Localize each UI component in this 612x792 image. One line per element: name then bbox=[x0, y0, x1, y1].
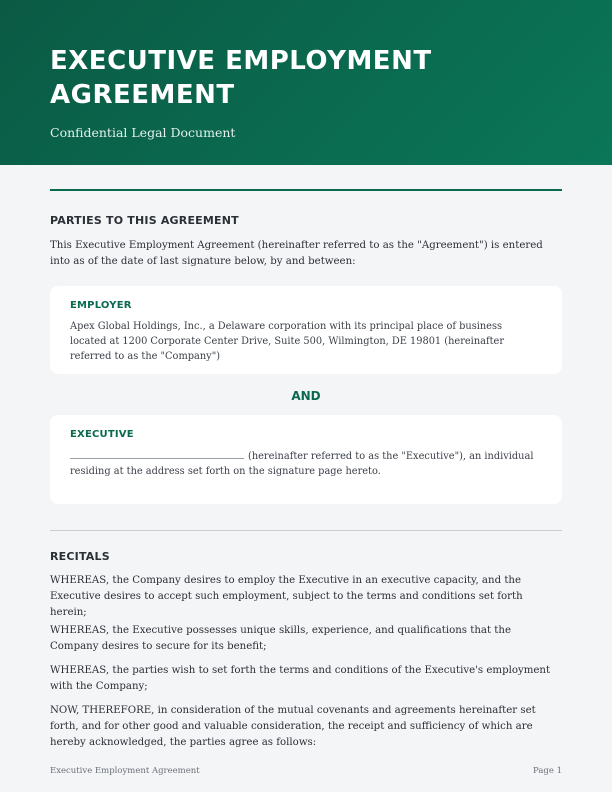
employer-label: EMPLOYER bbox=[70, 300, 132, 311]
footer-page-number: Page 1 bbox=[533, 766, 562, 776]
recital-paragraph-1: WHEREAS, the Company desires to employ the Executive in an executive capacity, and the Executive desires to accept such employment, subject to the terms and conditions set forth herein; bbox=[50, 575, 523, 618]
executive-card bbox=[50, 415, 562, 504]
document-title: EXECUTIVE EMPLOYMENT AGREEMENT bbox=[50, 46, 432, 110]
recital-paragraph-3: WHEREAS, the parties wish to set forth the terms and conditions of the Executive's employment with the Company; bbox=[50, 665, 551, 692]
document-header bbox=[0, 0, 612, 165]
parties-intro: This Executive Employment Agreement (hereinafter referred to as the "Agreement") is entered into as of the date of last signature below, by and between: bbox=[50, 240, 543, 267]
executive-text-block bbox=[70, 449, 540, 479]
parties-heading: PARTIES TO THIS AGREEMENT bbox=[50, 214, 239, 227]
recital-paragraph-4: NOW, THEREFORE, in consideration of the mutual covenants and agreements hereinafter set forth, and for other good and valuable consideration, the receipt and sufficiency of which are hereby acknowledged, the parties agree as follows: bbox=[50, 705, 536, 748]
footer-document-name: Executive Employment Agreement bbox=[50, 766, 200, 776]
executive-label: EXECUTIVE bbox=[70, 429, 134, 440]
and-separator: AND bbox=[291, 389, 321, 403]
document-subtitle: Confidential Legal Document bbox=[50, 125, 236, 140]
section-divider bbox=[50, 530, 562, 531]
executive-name-blank bbox=[70, 449, 244, 459]
executive-text: (hereinafter referred to as the "Executive"), an individual residing at the address set forth on the signature page hereto. bbox=[70, 451, 534, 477]
top-divider bbox=[50, 189, 562, 191]
recital-paragraph-2: WHEREAS, the Executive possesses unique skills, experience, and qualifications that the Company desires to secure for its benefit; bbox=[50, 625, 511, 652]
employer-text: Apex Global Holdings, Inc., a Delaware corporation with its principal place of business located at 1200 Corporate Center Drive, Suite 500, Wilmington, DE 19801 (hereinafter referred to as the "Company") bbox=[70, 321, 505, 362]
employer-card bbox=[50, 286, 562, 374]
recitals-heading: RECITALS bbox=[50, 550, 110, 563]
